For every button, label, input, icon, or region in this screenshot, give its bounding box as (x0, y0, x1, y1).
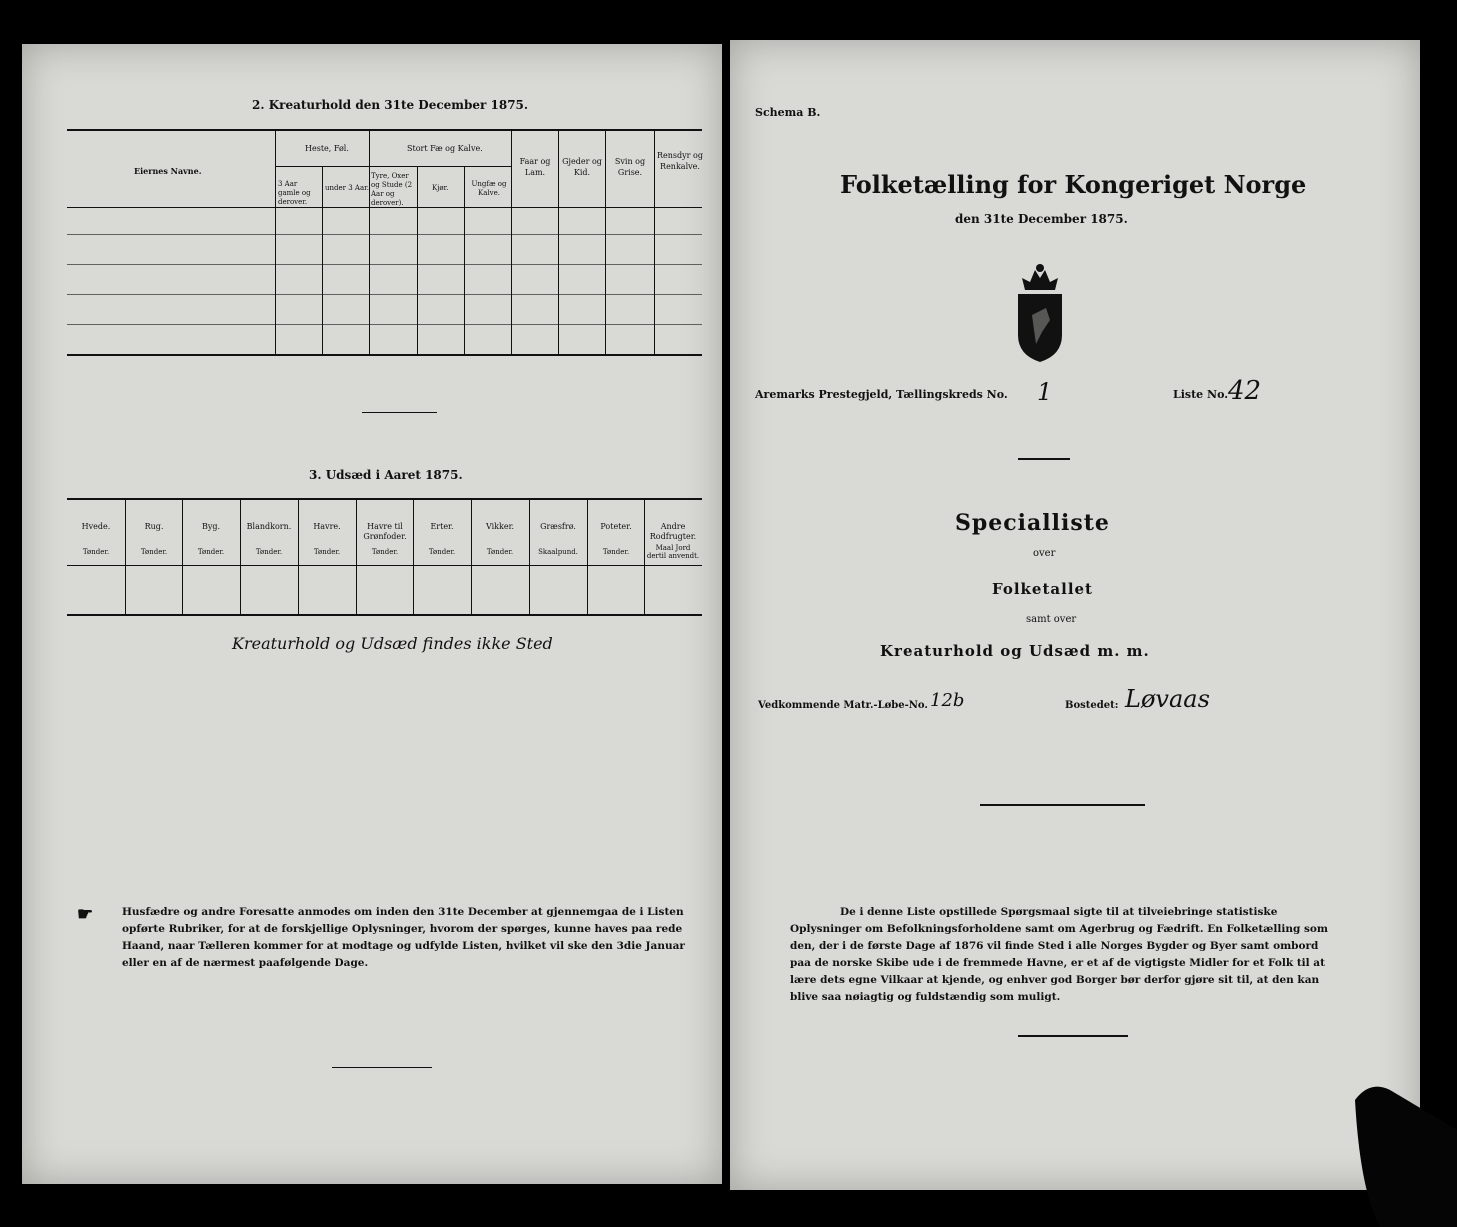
sowing-header-5: Havre til Grønfoder. (363, 522, 407, 541)
sowing-unit-8: Skaalpund. (538, 548, 578, 556)
sowing-header-10: Andre Rodfrugter. (649, 522, 697, 541)
footer-text: De i denne Liste opstillede Spørgsmaal sigte til at tilveiebringe statistiske Oplysninger om Befolkningsforholdene samt om Agerbrug og Fædrift. En Folketælling som den, der i de første Dage af 1876 vil finde Sted i alle Norges Bygder og Byer samt ombord paa de norske Skibe ude i de fremmede Havne, er et af de vigtigste Midler for et Folk til at lære dets egne Vilkaar at kjende, og enhver god Borger bør derfor gjøre sit til, at den kan blive saa nøiagtig og fuldstændig som muligt. (790, 906, 1329, 1003)
coat-of-arms-icon (1010, 260, 1070, 365)
handwritten-note: Kreaturhold og Udsæd findes ikke Sted (232, 634, 553, 653)
sowing-header-1: Rug. (144, 522, 164, 531)
matr-label: Vedkommende Matr.-Løbe-No. (758, 700, 928, 711)
header-horses-old: 3 Aar gamle og derover. (278, 180, 311, 206)
pointing-hand-icon: ☛ (77, 904, 94, 925)
sowing-unit-5: Tønder. (371, 548, 399, 556)
sowing-unit-4: Tønder. (313, 548, 341, 556)
samt-over: samt over (1026, 614, 1077, 625)
matr-value: 12b (930, 690, 965, 711)
notice-text: Husfædre og andre Foresatte anmodes om inden den 31te December at gjennemgaa de i Listen opførte Rubriker, for at de forskjellige Oplysninger, hvorom der spørges, kunne haves paa rede Haand, naar Tælleren kommer for at modtage og udfylde Listen, hvilket vil ske den 3die Januar eller en af de nærmest paafølgende Dage. (122, 906, 685, 969)
divider (1018, 458, 1070, 460)
sowing-header-4: Havre. (313, 522, 341, 531)
header-cattle: Stort Fæ og Kalve. (407, 144, 483, 153)
header-goats: Gjeder og Kid. (562, 157, 602, 177)
sowing-unit-1: Tønder. (140, 548, 168, 556)
bottom-divider (1018, 1035, 1128, 1037)
section-2-title: 2. Kreaturhold den 31te December 1875. (252, 98, 529, 112)
header-reindeer: Rensdyr og Renkalve. (657, 151, 703, 171)
census-date: den 31te December 1875. (955, 212, 1128, 226)
specialliste-title: Specialliste (955, 510, 1110, 536)
schema-label: Schema B. (755, 106, 821, 119)
page-corner (1350, 1070, 1457, 1227)
list-number: 42 (1228, 376, 1262, 406)
sowing-unit-6: Tønder. (428, 548, 456, 556)
sowing-unit-7: Tønder. (486, 548, 514, 556)
signature-line (980, 804, 1145, 806)
right-page (730, 40, 1420, 1190)
sowing-header-8: Græsfrø. (540, 522, 576, 531)
sowing-unit-0: Tønder. (82, 548, 110, 556)
divider (362, 412, 437, 413)
parish-label: Aremarks Prestegjeld, Tællingskreds No. (755, 388, 1008, 401)
bosted-value: Løvaas (1125, 685, 1210, 713)
district-number: 1 (1037, 378, 1053, 406)
section-3-title: 3. Udsæd i Aaret 1875. (309, 468, 463, 482)
header-horses-young: under 3 Aar. (325, 184, 369, 192)
sowing-header-9: Poteter. (600, 522, 632, 531)
kreaturhold-heading: Kreaturhold og Udsæd m. m. (880, 642, 1150, 660)
header-cows: Kjør. (432, 184, 449, 192)
sowing-unit-10: Maal Jord dertil anvendt. (646, 544, 700, 560)
sowing-header-0: Hvede. (81, 522, 111, 531)
list-label: Liste No. (1173, 388, 1229, 401)
sowing-header-7: Vikker. (485, 522, 515, 531)
bottom-divider (332, 1067, 432, 1068)
sowing-unit-3: Tønder. (255, 548, 283, 556)
left-page (22, 44, 722, 1184)
header-bulls: Tyre, Oxer og Stude (2 Aar og derover). (371, 172, 413, 207)
header-owner: Eiernes Navne. (134, 166, 202, 176)
sowing-header-6: Erter. (430, 522, 454, 531)
sowing-header-2: Byg. (201, 522, 221, 531)
over-1: over (1033, 548, 1056, 559)
header-pigs: Svin og Grise. (614, 157, 646, 177)
main-title: Folketælling for Kongeriget Norge (840, 170, 1307, 199)
sowing-unit-9: Tønder. (602, 548, 630, 556)
header-horses: Heste, Føl. (305, 144, 349, 153)
sowing-header-3: Blandkorn. (246, 522, 292, 531)
bosted-label: Bostedet: (1065, 700, 1119, 711)
header-sheep: Faar og Lam. (519, 157, 551, 177)
sowing-unit-2: Tønder. (197, 548, 225, 556)
folketallet: Folketallet (992, 580, 1093, 598)
header-calves: Ungfæ og Kalve. (471, 180, 507, 197)
